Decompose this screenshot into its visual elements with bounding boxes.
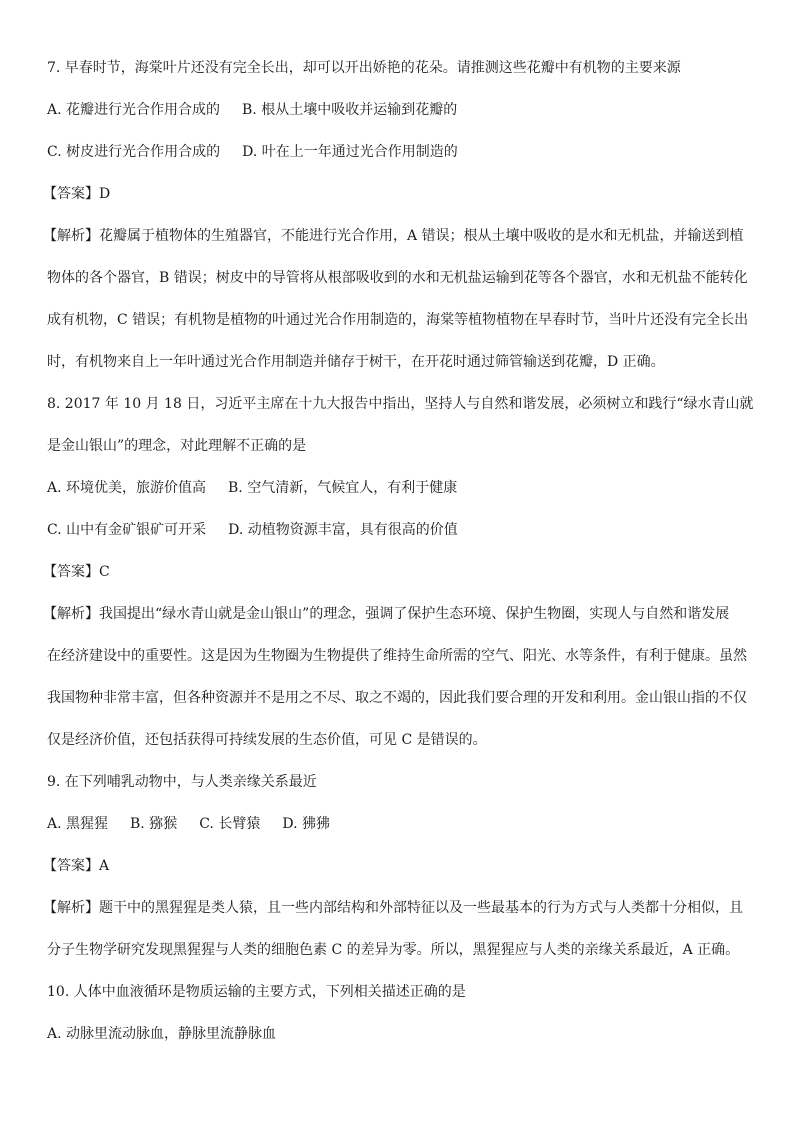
analysis-line: 仅是经济价值，还包括获得可持续发展的生态价值，可见 C 是错误的。 [47,732,487,748]
question-stem: 8. 2017 年 10 月 18 日，习近平主席在十九大报告中指出，坚持人与自然和谐发展，必须树立和践行“绿水青山就 [47,396,754,412]
option-row [47,520,752,540]
question-stem: 9. 在下列哺乳动物中，与人类亲缘关系最近 [47,774,317,790]
option: C. 山中有金矿银矿可开采 [47,522,207,538]
analysis-line: 成有机物，C 错误；有机物是植物的叶通过光合作用制造的，海棠等植物植物在早春时节，当叶片还没有完全长出 [47,312,749,328]
option-row [47,1024,752,1044]
analysis-line: 【解析】花瓣属于植物体的生殖器官，不能进行光合作用，A 错误；根从土壤中吸收的是水和无机盐，并输送到植 [43,228,744,244]
option: A. 花瓣进行光合作用合成的 [47,102,221,118]
option: B. 根从土壤中吸收并运输到花瓣的 [242,102,458,118]
option: C. 树皮进行光合作用合成的 [47,144,221,160]
option: A. 环境优美，旅游价值高 [47,480,207,496]
answer: 【答案】A [43,858,110,874]
analysis-line: 【解析】我国提出“绿水青山就是金山银山”的理念，强调了保护生态环境、保护生物圈，实现人与自然和谐发展 [43,606,730,622]
option: D. 动植物资源丰富，具有很高的价值 [228,522,458,538]
analysis-line: 分子生物学研究发现黑猩猩与人类的细胞色素 C 的差异为零。所以，黑猩猩应与人类的亲缘关系最近，A 正确。 [47,942,740,958]
option: C. 长臂猿 [199,816,261,832]
analysis-line: 【解析】题干中的黑猩猩是类人猿，且一些内部结构和外部特征以及一些最基本的行为方式与人类都十分相似，且 [43,900,743,916]
question-stem: 7. 早春时节，海棠叶片还没有完全长出，却可以开出娇艳的花朵。请推测这些花瓣中有机物的主要来源 [47,60,681,76]
answer: 【答案】C [43,564,110,580]
question-block [43,394,754,750]
question-block [43,58,752,372]
analysis-line: 时，有机物来自上一年叶通过光合作用制造并储存于树干，在开花时通过筛管输送到花瓣，D 正确。 [47,354,665,370]
option: A. 动脉里流动脉血，静脉里流静脉血 [47,1026,277,1042]
question-stem: 是金山银山”的理念，对此理解不正确的是 [47,438,307,454]
option-row [47,142,752,162]
question-stem: 10. 人体中血液循环是物质运输的主要方式，下列相关描述正确的是 [47,984,466,1000]
option-row [47,100,752,120]
option: D. 狒狒 [282,816,330,832]
document-page [43,58,754,1066]
analysis-line: 在经济建设中的重要性。这是因为生物圈为生物提供了维持生命所需的空气、阳光、水等条件，有利于健康。虽然 [47,648,747,664]
analysis-line: 我国物种非常丰富，但各种资源并不是用之不尽、取之不竭的，因此我们要合理的开发和利用。金山银山指的不仅 [47,690,747,706]
option-row [47,814,752,834]
analysis-line: 物体的各个器官，B 错误；树皮中的导管将从根部吸收到的水和无机盐运输到花等各个器官，水和无机盐不能转化 [47,270,748,286]
option: B. 空气清新，气候宜人，有利于健康 [228,480,458,496]
option: B. 猕猴 [130,816,178,832]
option-row [47,478,752,498]
option: A. 黑猩猩 [47,816,109,832]
option: D. 叶在上一年通过光合作用制造的 [242,144,458,160]
question-block [47,982,752,1044]
question-block [43,772,752,960]
answer: 【答案】D [43,186,111,202]
